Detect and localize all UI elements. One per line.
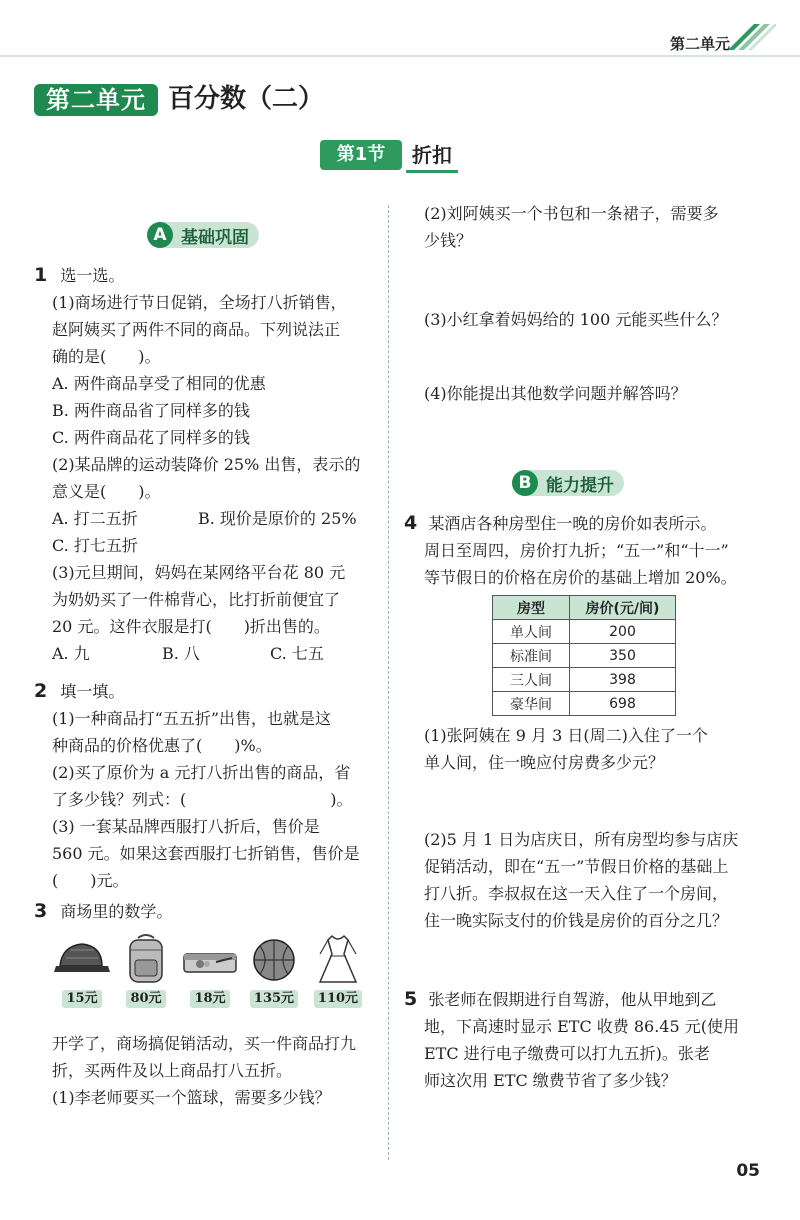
- header-rule: [0, 55, 800, 57]
- text-line: 单人间，住一晚应付房费多少元？: [424, 753, 665, 772]
- product: [50, 932, 114, 1008]
- table-cell: 单人间: [493, 620, 570, 644]
- price-tag: 110元: [314, 990, 362, 1008]
- text-line: 促销活动，即在“五一”节假日价格的基础上: [424, 857, 729, 876]
- product: [178, 932, 242, 1008]
- question-1: [34, 262, 360, 667]
- text-line: 意义是( )。: [52, 482, 161, 501]
- corner-stripes-icon: [724, 22, 776, 50]
- text-line: (2)买了原价为 a 元打八折出售的商品，省: [52, 763, 351, 782]
- text-line: 住一晚实际支付的价钱是房价的百分之几？: [424, 911, 729, 930]
- option: C. 七五: [270, 644, 324, 663]
- text-line: 某酒店各种房型住一晚的房价如表所示。: [428, 514, 717, 533]
- table-cell: 标准间: [493, 644, 570, 668]
- table-cell: 350: [570, 644, 676, 668]
- text-line: (2)刘阿姨买一个书包和一条裙子，需要多: [424, 204, 719, 223]
- page-number: 05: [736, 1161, 760, 1181]
- question-number: 4: [404, 512, 418, 534]
- text-line: (1)一种商品打“五五折”出售，也就是这: [52, 709, 332, 728]
- table-cell: 398: [570, 668, 676, 692]
- price-tag: 15元: [62, 990, 101, 1008]
- text-line: (2)某品牌的运动装降价 25% 出售，表示的: [52, 455, 361, 474]
- text-line: 了多少钱？列式：( )。: [52, 790, 353, 809]
- text-line: 种商品的价格优惠了( )%。: [52, 736, 272, 755]
- question-title: 选一选。: [60, 266, 125, 285]
- text-line: 师这次用 ETC 缴费节省了多少钱？: [424, 1071, 677, 1090]
- table-cell: 三人间: [493, 668, 570, 692]
- product-row: [50, 932, 370, 1008]
- text-line: (3)元旦期间，妈妈在某网络平台花 80 元: [52, 563, 346, 582]
- part-b-letter: B: [512, 470, 538, 496]
- running-header: 第二单元: [669, 35, 730, 53]
- text-line: (1)张阿姨在 9 月 3 日(周二)入住了一个: [424, 726, 708, 745]
- column-header: 房价(元/间): [570, 596, 676, 620]
- question-number: 5: [404, 988, 418, 1010]
- part-b-heading: [512, 470, 624, 496]
- question-3-part-3: (3)小红拿着妈妈给的 100 元能买些什么？: [424, 310, 728, 329]
- product: [114, 932, 178, 1008]
- basketball-icon: [244, 932, 304, 986]
- text-line: 为奶奶买了一件棉背心，比打折前便宜了: [52, 590, 341, 609]
- price-tag: 80元: [126, 990, 165, 1008]
- text-line: (1)商场进行节日促销，全场打八折销售，: [52, 293, 347, 312]
- backpack-icon: [116, 932, 176, 986]
- pencil-case-icon: [180, 932, 240, 986]
- text-line: 周日至周四，房价打九折；“五一”和“十一”: [424, 541, 729, 560]
- text-line: 少钱？: [424, 231, 473, 250]
- table-row: [493, 644, 676, 668]
- part-a-title: 基础巩固: [181, 227, 249, 248]
- question-number: 2: [34, 680, 48, 702]
- text-line: 地，下高速时显示 ETC 收费 86.45 元(使用: [424, 1017, 739, 1036]
- question-5: [404, 986, 739, 1094]
- text-line: 折，买两件及以上商品打八五折。: [52, 1061, 293, 1080]
- part-a-heading: [147, 222, 259, 248]
- text-line: (3) 一套某品牌西服打八折后，售价是: [52, 817, 320, 836]
- text-line: ETC 进行电子缴费可以打九五折)。张老: [424, 1044, 710, 1063]
- question-3-part-2: [424, 200, 719, 254]
- question-3-part-4: (4)你能提出其他数学问题并解答吗？: [424, 384, 687, 403]
- question-4-part-1: [424, 722, 708, 776]
- text-line: ( )元。: [52, 871, 129, 890]
- text-line: 开学了，商场搞促销活动，买一件商品打九: [52, 1034, 357, 1053]
- question-3: [34, 898, 172, 925]
- table-row: [493, 692, 676, 716]
- question-2: [34, 678, 360, 894]
- text-line: 赵阿姨买了两件不同的商品。下列说法正: [52, 320, 341, 339]
- question-4: [404, 510, 737, 591]
- question-3-body: [52, 1030, 356, 1111]
- table-header-row: [493, 596, 676, 620]
- product: [306, 932, 370, 1008]
- column-divider: [388, 205, 389, 1160]
- table-row: [493, 668, 676, 692]
- section-badge: 第1节: [320, 140, 402, 170]
- option: C. 两件商品花了同样多的钱: [52, 428, 250, 447]
- table-cell: 200: [570, 620, 676, 644]
- question-number: 1: [34, 264, 48, 286]
- table-cell: 豪华间: [493, 692, 570, 716]
- option: A. 九: [52, 644, 90, 663]
- unit-title: 百分数（二）: [168, 84, 325, 114]
- product: [242, 932, 306, 1008]
- question-title: 商场里的数学。: [60, 902, 173, 921]
- text-line: 560 元。如果这套西服打七折销售，售价是: [52, 844, 360, 863]
- column-header: 房型: [493, 596, 570, 620]
- text-line: 张老师在假期进行自驾游，他从甲地到乙: [428, 990, 717, 1009]
- question-number: 3: [34, 900, 48, 922]
- text-line: 打八折。李叔叔在这一天入住了一个房间，: [424, 884, 729, 903]
- room-rate-table: [492, 595, 676, 716]
- text-line: 20 元。这件衣服是打( )折出售的。: [52, 617, 330, 636]
- price-tag: 18元: [190, 990, 229, 1008]
- section-title: 折扣: [406, 142, 458, 173]
- table-cell: 698: [570, 692, 676, 716]
- option: C. 打七五折: [52, 536, 138, 555]
- price-tag: 135元: [250, 990, 298, 1008]
- table-row: [493, 620, 676, 644]
- text-line: (2)5 月 1 日为店庆日，所有房型均参与店庆: [424, 830, 739, 849]
- option: B. 两件商品省了同样多的钱: [52, 401, 250, 420]
- unit-badge: 第二单元: [34, 84, 158, 116]
- part-a-letter: A: [147, 222, 173, 248]
- text-line: 等节假日的价格在房价的基础上增加 20%。: [424, 568, 737, 587]
- question-title: 填一填。: [60, 682, 125, 701]
- dress-icon: [308, 932, 368, 986]
- option: A. 两件商品享受了相同的优惠: [52, 374, 266, 393]
- part-b-title: 能力提升: [546, 475, 614, 496]
- text-line: 确的是( )。: [52, 347, 161, 366]
- text-line: (1)李老师要买一个篮球，需要多少钱？: [52, 1088, 331, 1107]
- question-4-part-2: [424, 826, 738, 934]
- option: B. 现价是原价的 25%: [198, 509, 357, 528]
- cap-icon: [52, 932, 112, 986]
- option: B. 八: [162, 644, 200, 663]
- option: A. 打二五折: [52, 509, 138, 528]
